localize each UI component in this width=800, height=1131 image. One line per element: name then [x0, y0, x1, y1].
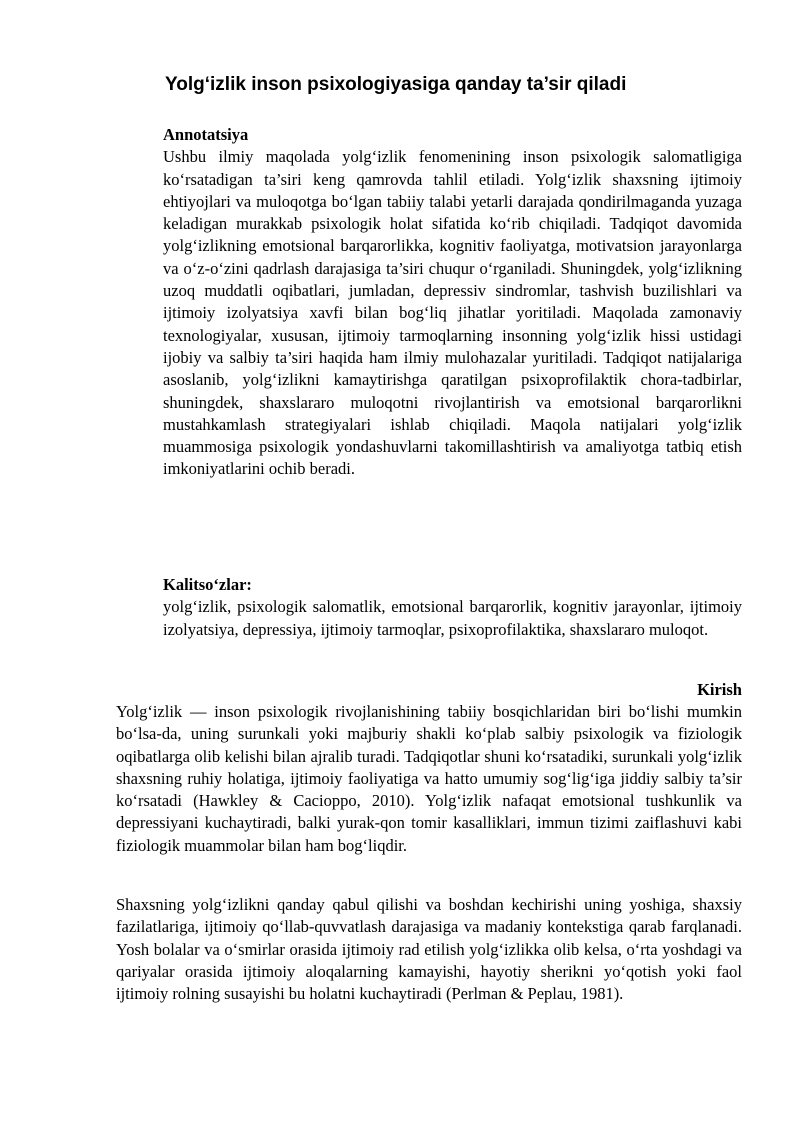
introduction-heading: Kirish — [697, 680, 742, 699]
annotation-text: Ushbu ilmiy maqolada yolg‘izlik fenomenining inson psixologik salomatligiga ko‘rsatadigan ta’siri keng qamrovda tahlil etiladi. Yolg‘izlik shaxsning ijtimoiy ehtiyojlari va muloqotga bo‘lgan tabiiy talabi yetarli darajada qondirilmaganda yuzaga keladigan murakkab psixologik holat sifatida ko‘rib chiqiladi. Tadqiqot davomida yolg‘izlikning emotsional barqarorlikka, kognitiv faoliyatga, motivatsion jarayonlarga va o‘z-o‘zini qadrlash darajasiga ta’siri chuqur o‘rganiladi. Shuningdek, yolg‘izlikning uzoq muddatli oqibatlari, jumladan, depressiv sindromlar, tashvish buzilishlari va ijtimoiy izolyatsiya xavfi bilan bog‘liq jihatlar yoritiladi. Maqolada zamonaviy texnologiyalar, xususan, ijtimoiy tarmoqlarning insonning yolg‘izlik hissi ustidagi ijobiy va salbiy ta’siri haqida ham ilmiy mulohazalar yuritiladi. Tadqiqot natijalariga asoslanib, yolg‘izlikni kamaytirishga qaratilgan psixoprofilaktik chora-tadbirlar, shuningdek, shaxslararo muloqotni rivojlantirish va emotsional barqarorlikni mustahkamlash strategiyalari ishlab chiqiladi. Maqola natijalari yolg‘izlik muammosiga psixologik yondashuvlarni takomillashtirish va amaliyotga tatbiq etish imkoniyatlarini ochib beradi. — [163, 147, 742, 479]
keywords-heading: Kalitso‘zlar: — [163, 575, 252, 594]
introduction-paragraph-1: Yolg‘izlik — inson psixologik rivojlanishining tabiiy bosqichlaridan biri bo‘lishi mumkin bo‘lsa-da, uning surunkali yoki majburiy shakli ko‘plab salbiy psixologik va fiziologik oqibatlarga olib kelishi bilan ajralib turadi. Tadqiqotlar shuni ko‘rsatadiki, surunkali yolg‘izlik shaxsning ruhiy holatiga, ijtimoiy faoliyatiga va hatto umumiy sog‘lig‘iga jiddiy salbiy ta’sir ko‘rsatadi (Hawkley & Cacioppo, 2010). Yolg‘izlik nafaqat emotsional tushkunlik va depressiyani kuchaytiradi, balki yurak-qon tomir kasalliklari, immun tizimi zaiflashuvi kabi fiziologik muammolar bilan ham bog‘liqdir. — [116, 702, 742, 855]
annotation-section — [163, 124, 742, 481]
keywords-text: yolg‘izlik, psixologik salomatlik, emotsional barqarorlik, kognitiv jarayonlar, ijtimoiy izolyatsiya, depressiya, ijtimoiy tarmoqlar, psixoprofilaktika, shaxslararo muloqot. — [163, 597, 742, 639]
keywords-section — [163, 574, 742, 641]
introduction-paragraph-2: Shaxsning yolg‘izlikni qanday qabul qilishi va boshdan kechirishi uning yoshiga, shaxsiy fazilatlariga, ijtimoiy qo‘llab-quvvatlash darajasiga va madaniy kontekstiga qarab farqlanadi. Yosh bolalar va o‘smirlar orasida ijtimoiy rad etilish yolg‘izlikka olib kelsa, o‘rta yoshdagi va qariyalar orasida ijtimoiy aloqalarning kamayishi, hayotiy sherikni yo‘qotish yoki faol ijtimoiy rolning susayishi bu holatni kuchaytiradi (Perlman & Peplau, 1981). — [116, 895, 742, 1004]
annotation-heading: Annotatsiya — [163, 125, 249, 144]
paper-title: Yolg‘izlik inson psixologiyasiga qanday ta’sir qiladi — [165, 74, 627, 95]
